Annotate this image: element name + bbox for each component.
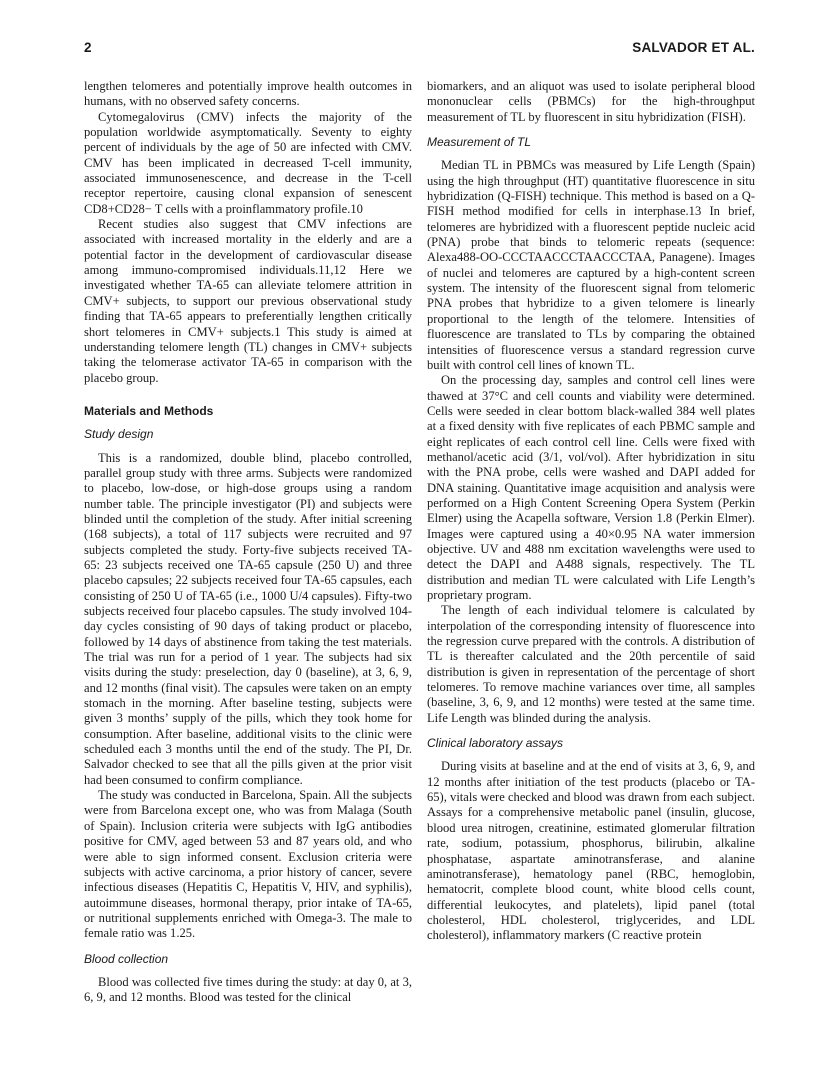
paragraph: lengthen telomeres and potentially improve health outcomes in humans, with no observed safety concerns. [84, 79, 412, 109]
page-header [84, 40, 755, 60]
subsection-heading: Measurement of TL [427, 135, 532, 150]
subsection-heading: Clinical laboratory assays [427, 736, 564, 751]
paragraph: Cytomegalovirus (CMV) infects the majority of the population worldwide asymptomatically. Seventy to eighty percent of individuals by the age of 50 are infected with CMV. CMV has been implicated in decreased T-cell immunity, associated immunosenescence, and decrease in the T-cell receptor repertoire, causing clonal expansion of senescent CD8+CD28− T cells with a proinflammatory profile.10 [84, 109, 412, 216]
paragraph: During visits at baseline and at the end of visits at 3, 6, 9, and 12 months after initiation of the test products (placebo or TA-65), vitals were checked and blood was drawn from each subject. Assays for a comprehensive metabolic panel (insulin, glucose, blood urea nitrogen, creatinine, estimated glomerular filtration rate, sodium, potassium, phosphorus, bilirubin, alkaline phosphatase, aspartate aminotransferase, and alanine aminotransferase), hematology panel (RBC, hemoglobin, hematocrit, complete blood count, white blood cells count, differential leukocytes, and platelets), lipid panel (total cholesterol, HDL cholesterol, triglycerides, and LDL cholesterol), inflammatory markers (C reactive protein [427, 759, 755, 943]
subsection-heading: Study design [84, 427, 154, 442]
paragraph: Median TL in PBMCs was measured by Life Length (Spain) using the high throughput (HT) quantitative fluorescence in situ hybridization (Q-FISH) technique. This method is based on a Q-FISH method modified for cells in interphase.13 In brief, telomeres are hybridized with a fluorescent peptide nucleic acid (PNA) probe that binds to telomeric repeats (sequence: Alexa488-OO-CCCTAACCCTAACCCTAA, Panagene). Images of nuclei and telomeres are captured by a high-content screen system. The intensity of the fluorescent signal from telomeric PNA probes that hybridize to a given telomere is linearly proportional to the length of the telomere. Intensities of fluorescence are translated to TLs by comparing the obtained intensities of fluorescence versus a standard regression curve built with control cell lines of known TL. [427, 158, 755, 372]
left-column [84, 79, 412, 1006]
paragraph: The study was conducted in Barcelona, Spain. All the subjects were from Barcelona except one, who was from Malaga (South of Spain). Inclusion criteria were subjects with IgG antibodies positive for CMV, aged between 53 and 87 years old, and who were able to sign informed consent. Exclusion criteria were subjects with active carcinoma, a prior history of cancer, severe infectious diseases (Hepatitis C, Hepatitis V, HIV, and syphilis), autoimmune diseases, hormonal therapy, prior intake of TA-65, or nutritional supplements enriched with Omega-3. The male to female ratio was 1.25. [84, 788, 412, 941]
paragraph: The length of each individual telomere is calculated by interpolation of the corresponding intensity of fluorescence into the regression curve prepared with the controls. A distribution of TL is thereafter calculated and the 20th percentile of said distribution is given in representation of the percentage of short telomeres. To remove machine variances over time, all samples (baseline, 3, 6, 9, and 12 months) were tested at the same time. Life Length was blinded during the analysis. [427, 603, 755, 725]
page-number: 2 [84, 40, 92, 55]
paragraph: Recent studies also suggest that CMV infections are associated with increased mortality in the elderly and are a potential factor in the development of cardiovascular disease among immuno-compromised individuals.11,12 Here we investigated whether TA-65 can alleviate telomere attrition in CMV+ subjects, to support our previous observational study finding that TA-65 appears to preferentially lengthen critically short telomeres in CMV+ subjects.1 This study is aimed at understanding telomere length (TL) changes in CMV+ subjects taking the telomerase activator TA-65 in comparison with the placebo group. [84, 217, 412, 385]
right-column [427, 79, 755, 944]
section-heading: Materials and Methods [84, 403, 214, 418]
subsection-heading: Blood collection [84, 951, 169, 966]
paragraph: This is a randomized, double blind, placebo controlled, parallel group study with three arms. Subjects were randomized to placebo, low-dose, or high-dose groups using a random number table. The principle investigator (PI) and subjects were blinded until the completion of the study. After initial screening (168 subjects), a total of 117 subjects were recruited and 97 subjects completed the study. Forty-five subjects received TA-65: 23 subjects received one TA-65 capsule (250 U) and three placebo capsules; 22 subjects received four TA-65 capsules, each consisting of 250 U of TA-65 (i.e., 1000 U/4 capsules). Fifty-two subjects received four placebo capsules. The study involved 104-day cycles consisting of 90 days of taking product or placebo, followed by 14 days of abstinence from taking the test materials. The trial was run for a period of 1 year. The subjects had six visits during the study: preselection, day 0 (baseline), at 3, 6, 9, and 12 months (final visit). The capsules were taken on an empty stomach in the morning. After baseline testing, subjects were given 3 months’ supply of the pills, which they took home for consumption. After baseline, additional visits to the clinic were scheduled each 3 months until the end of the study. The PI, Dr. Salvador checked to see that all the pills given at the prior visit had been consumed to confirm compliance. [84, 450, 412, 787]
running-head: SALVADOR ET AL. [632, 40, 755, 55]
paragraph: biomarkers, and an aliquot was used to isolate peripheral blood mononuclear cells (PBMCs) for the high-throughput measurement of TL by fluorescent in situ hybridization (FISH). [427, 79, 755, 124]
paragraph: Blood was collected five times during the study: at day 0, at 3, 6, 9, and 12 months. Blood was tested for the clinical [84, 974, 412, 1005]
paragraph: On the processing day, samples and control cell lines were thawed at 37°C and cell counts and viability were determined. Cells were seeded in clear bottom black-walled 384 well plates at a fixed density with five replicates of each PBMC sample and eight replicates of each control cell line. Cells were fixed with methanol/acetic acid (3/1, vol/vol). After hybridization in situ with the PNA probe, cells were washed and DAPI added for DNA staining. Quantitative image acquisition and analysis were performed on a High Content Screening Opera System (Perkin Elmer) using the Acapella software, Version 1.8 (Perkin Elmer). Images were captured using a 40×0.95 NA water immersion objective. UV and 488 nm excitation wavelengths were used to detect the DAPI and A488 signals, respectively. The TL distribution and median TL were calculated with Life Length’s proprietary program. [427, 373, 755, 602]
